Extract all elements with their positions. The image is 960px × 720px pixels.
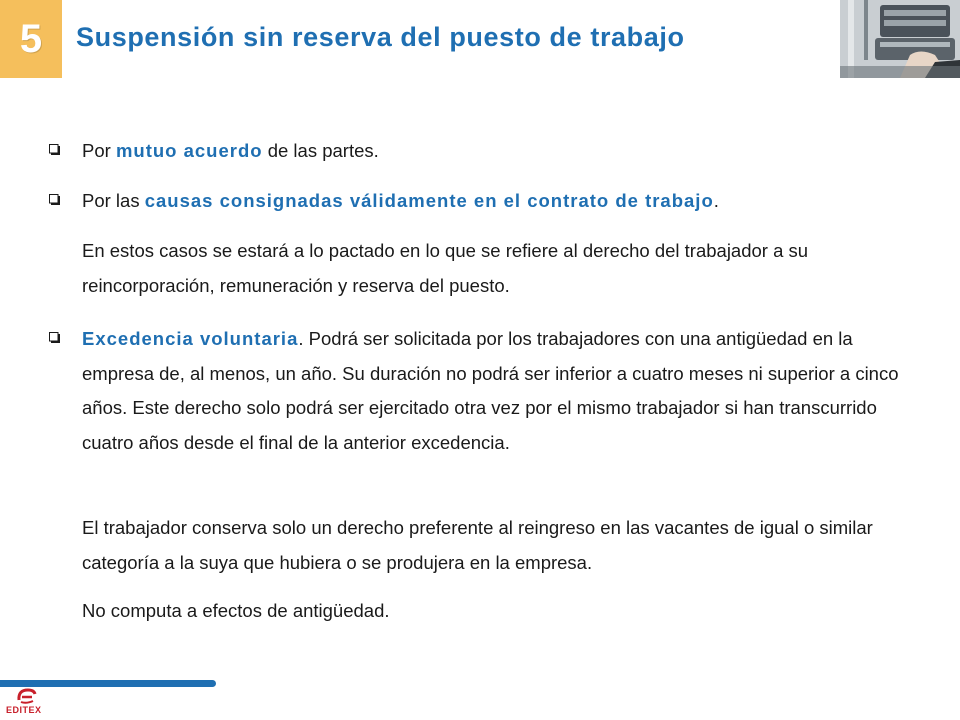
logo-text: EDITEX — [6, 705, 42, 715]
footer-accent-line — [0, 680, 216, 687]
checkbox-bullet-icon — [49, 332, 60, 343]
item-highlight: Excedencia voluntaria — [82, 328, 299, 349]
checkbox-bullet-icon — [49, 144, 60, 155]
item-text-post: de las partes. — [262, 140, 379, 161]
list-item — [82, 134, 912, 169]
list-item — [82, 184, 912, 219]
slide-title: Suspensión sin reserva del puesto de trabajo — [76, 22, 685, 52]
item-highlight: mutuo acuerdo — [115, 140, 263, 161]
editex-logo — [6, 688, 66, 718]
paragraph: En estos casos se estará a lo pactado en lo que se refiere al derecho del trabajador a su reincorporación, remuneración y reserva del puesto. — [82, 240, 809, 296]
checkbox-bullet-icon — [49, 194, 60, 205]
item-text-pre: Por — [82, 140, 116, 161]
paragraph: No computa a efectos de antigüedad. — [82, 600, 390, 621]
chapter-number: 5 — [19, 16, 43, 61]
editex-logo-icon — [16, 688, 38, 704]
paragraph: El trabajador conserva solo un derecho preferente al reingreso en las vacantes de igual o similar categoría a la suya que hubiera o se produjera en la empresa. — [82, 517, 873, 573]
item-text-pre: Por las — [82, 190, 145, 211]
list-item — [82, 322, 912, 460]
item-text-post: . — [713, 190, 719, 211]
item-text-post: . Podrá ser solicitada por los trabajadores con una antigüedad en la empresa de, al menos, un año. Su duración no podrá ser inferior a cuatro meses ni superior a cinco años. Este derecho solo podrá ser ejercitado otra vez por el mismo trabajador si han transcurrido cuatro años desde el final de la anterior excedencia. — [82, 328, 899, 453]
item-highlight: causas consignadas válidamente en el contrato de trabajo — [144, 190, 714, 211]
